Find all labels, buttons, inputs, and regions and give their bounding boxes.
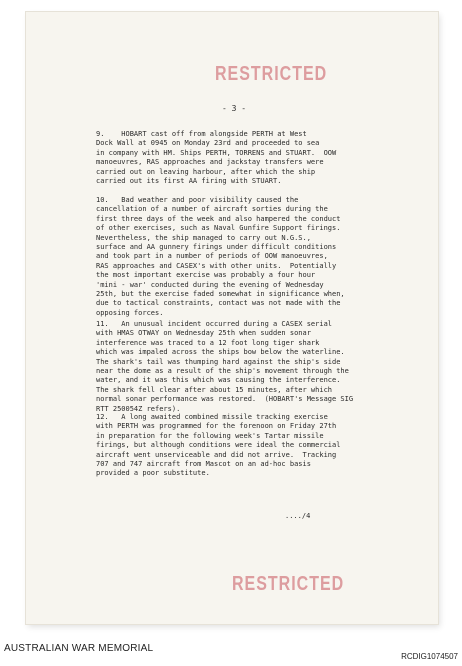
institution-label: AUSTRALIAN WAR MEMORIAL xyxy=(4,643,154,654)
restricted-stamp-top: RESTRICTED xyxy=(215,63,328,85)
paragraph-10: 10. Bad weather and poor visibility caused the cancellation of a number of aircraft sorties during the first three days of the week and also hampered the conduct of other exercises, such as Naval Gunfire Support firings. Nevertheless, the ship managed to carry out N.G.S., surface and AA gunnery firings under difficult conditions and took part in a number of periods of OOW manoeuvres, RAS approaches and CASEX's with other units. Potentially the most important exercise was probably a four hour 'mini - war' conducted during the evening of Wednesday 25th, but the exercise faded somewhat in significance when, due to tactical constraints, contact was not made with the opposing forces. xyxy=(96,196,345,317)
paragraph-11: 11. An unusual incident occurred during a CASEX serial with HMAS OTWAY on Wednesday 25th when sudden sonar interference was traced to a 12 foot long tiger shark which was impaled across the ships bow below the waterline. The shark's tail was thumping hard against the ship's side near the dome as a result of the ship's movement through the water, and it was this which was causing the interference. The shark fell clear after about 15 minutes, after which normal sonar performance was restored. (HOBART's Message SIG RTT 250054Z refers). xyxy=(96,320,354,413)
archive-footer xyxy=(0,640,462,666)
paragraph-12: 12. A long awaited combined missile tracking exercise with PERTH was programmed for the forenoon on Friday 27th in preparation for the following week's Tartar missile firings, but although conditions were ideal the commercial aircraft went unserviceable and did not arrive. Tracking 707 and 747 aircraft from Mascot on an ad-hoc basis provided a poor substitute. xyxy=(96,413,341,478)
restricted-stamp-bottom: RESTRICTED xyxy=(232,573,345,595)
reference-id: RCDIG1074507 xyxy=(401,652,458,661)
page-number: - 3 - xyxy=(222,104,247,113)
continuation-marker: ..../4 xyxy=(285,512,311,520)
paragraph-9: 9. HOBART cast off from alongside PERTH at West Dock Wall at 0945 on Monday 23rd and proceeded to sea in company with HM. Ships PERTH, TORRENS and STUART. OOW manoeuvres, RAS approaches and jackstay transfers were carried out on leaving harbour, after which the ship carried out its first AA firing with STUART. xyxy=(96,130,337,186)
